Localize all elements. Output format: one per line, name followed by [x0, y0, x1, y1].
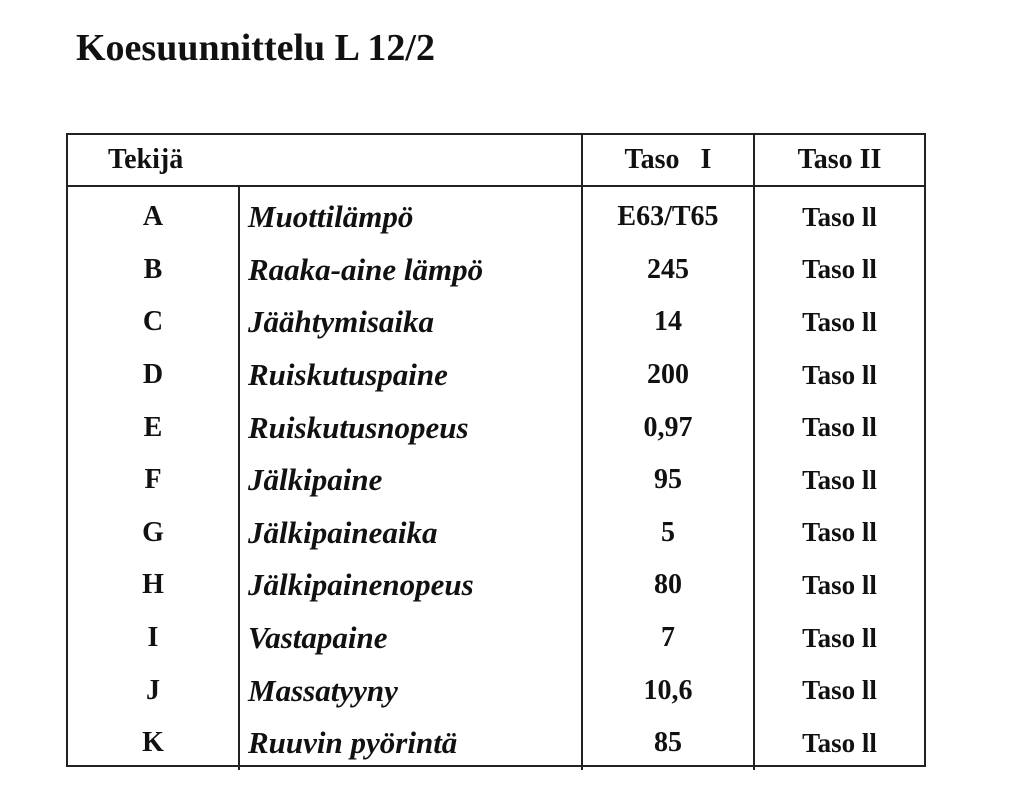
- header-factor: Tekijä: [68, 135, 582, 186]
- factor-table-frame: [66, 133, 926, 767]
- factor-name-cell: Ruuvin pyörintä: [239, 717, 582, 770]
- document-title: Koesuunnittelu L 12/2: [76, 27, 435, 69]
- table-row: [68, 349, 924, 402]
- factor-code-cell: C: [142, 306, 164, 338]
- table-body: [68, 186, 924, 770]
- factor-name-cell: Ruiskutuspaine: [239, 349, 582, 402]
- level-2-value-cell: Taso ll: [754, 454, 924, 507]
- level-2-value-cell: Taso ll: [754, 559, 924, 612]
- table-row: [68, 296, 924, 349]
- table-row: [68, 454, 924, 507]
- factor-code-cell: E: [143, 411, 163, 443]
- factor-name-cell: Massatyyny: [239, 664, 582, 717]
- level-2-value-cell: Taso ll: [754, 717, 924, 770]
- table-row: [68, 186, 924, 244]
- level-1-value-cell: 95: [582, 454, 754, 507]
- factor-table: [68, 135, 924, 770]
- factor-name-cell: Vastapaine: [239, 612, 582, 665]
- factor-name-cell: Jäähtymisaika: [239, 296, 582, 349]
- table-row: [68, 244, 924, 297]
- level-1-value-cell: 0,97: [582, 401, 754, 454]
- factor-code-cell: D: [142, 359, 164, 391]
- level-1-value-cell: 10,6: [582, 664, 754, 717]
- table-row: [68, 717, 924, 770]
- factor-name-cell: Jälkipaineaika: [239, 507, 582, 560]
- table-row: [68, 559, 924, 612]
- level-2-value-cell: Taso ll: [754, 349, 924, 402]
- level-2-value-cell: Taso ll: [754, 664, 924, 717]
- level-2-value-cell: Taso ll: [754, 507, 924, 560]
- level-2-value-cell: Taso ll: [754, 296, 924, 349]
- factor-code-cell: F: [144, 464, 162, 496]
- level-1-value-cell: 85: [582, 717, 754, 770]
- level-1-value-cell: 7: [582, 612, 754, 665]
- level-2-value-cell: Taso ll: [754, 612, 924, 665]
- factor-name-cell: Jälkipainenopeus: [239, 559, 582, 612]
- factor-name-cell: Jälkipaine: [239, 454, 582, 507]
- level-2-value-cell: Taso ll: [754, 401, 924, 454]
- factor-code-cell: B: [143, 253, 163, 285]
- factor-code-cell: A: [142, 201, 164, 233]
- table-row: [68, 507, 924, 560]
- factor-code-cell: G: [142, 516, 164, 548]
- header-level-2: Taso II: [754, 135, 924, 186]
- level-1-value-cell: 14: [582, 296, 754, 349]
- factor-code-cell: H: [142, 569, 164, 601]
- level-1-value-cell: 5: [582, 507, 754, 560]
- level-1-value-cell: 245: [582, 244, 754, 297]
- table-row: [68, 612, 924, 665]
- factor-name-cell: Muottilämpö: [239, 186, 582, 244]
- table-row: [68, 401, 924, 454]
- table-header: [68, 135, 924, 186]
- factor-name-cell: Raaka-aine lämpö: [239, 244, 582, 297]
- factor-code-cell: J: [146, 674, 160, 706]
- table-row: [68, 664, 924, 717]
- factor-code-cell: I: [147, 622, 159, 654]
- level-2-value-cell: Taso ll: [754, 244, 924, 297]
- header-level-1: Taso I: [582, 135, 754, 186]
- level-2-value-cell: Taso ll: [754, 186, 924, 244]
- factor-name-cell: Ruiskutusnopeus: [239, 401, 582, 454]
- header-row: [68, 135, 924, 186]
- level-1-value-cell: E63/T65: [582, 186, 754, 244]
- level-1-value-cell: 80: [582, 559, 754, 612]
- factor-code-cell: K: [142, 727, 164, 759]
- level-1-value-cell: 200: [582, 349, 754, 402]
